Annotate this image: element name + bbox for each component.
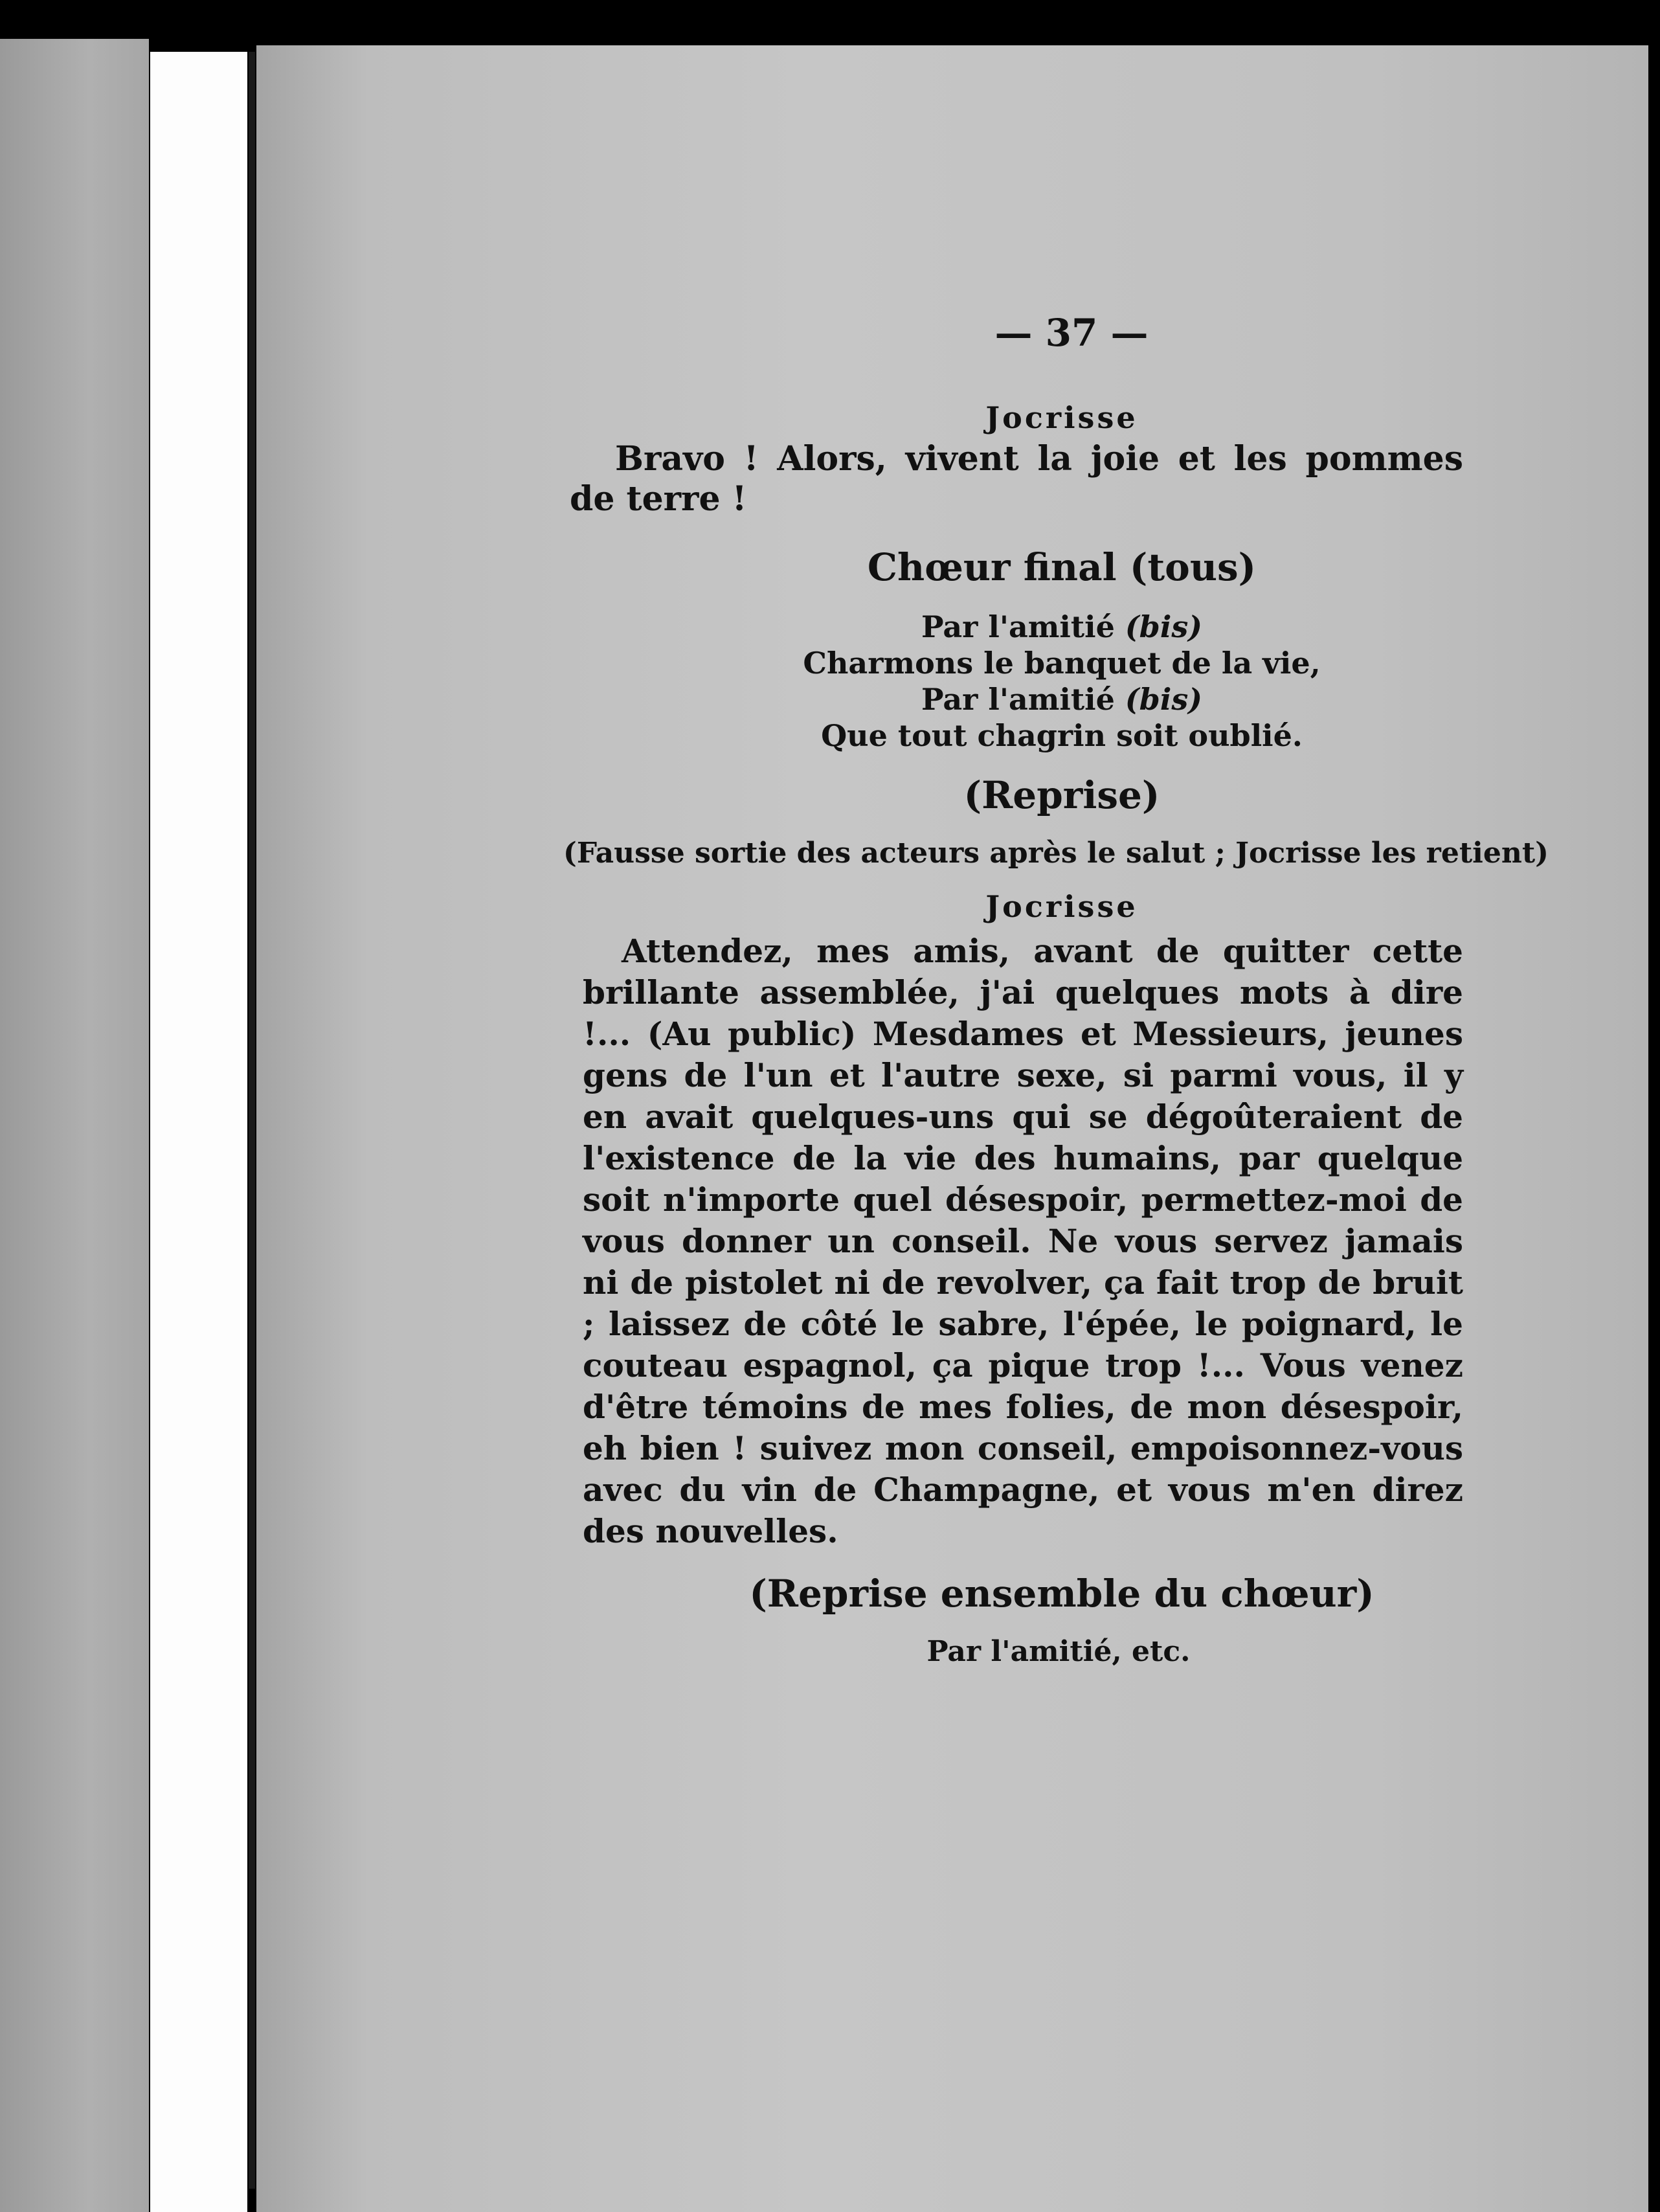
verse-note: (bis) (1125, 609, 1202, 644)
verse-note: (bis) (1125, 682, 1202, 717)
speaker-name: Jocrisse (985, 889, 1138, 924)
reprise-heading: (Reprise) (963, 773, 1160, 817)
page-text (563, 311, 1549, 1668)
verse-block (583, 609, 1463, 754)
speaker-name: Jocrisse (985, 400, 1138, 435)
closing-direction: (Reprise ensemble du chœur) (749, 1572, 1374, 1616)
facing-page-edge (0, 39, 149, 2212)
chorus-title: Chœur final (tous) (867, 545, 1257, 589)
verse-line: Charmons le banquet de la vie, (803, 646, 1321, 681)
speech-text: Bravo ! Alors, vivent la joie et les pommes de terre ! (570, 439, 1463, 519)
gutter-line (249, 52, 255, 2189)
verse-line: Par l'amitié (bis) (921, 609, 1202, 644)
stage-direction: (Fausse sortie des acteurs après le salut ; Jocrisse les retient) (563, 837, 1549, 870)
verse-line: Par l'amitié (bis) (921, 682, 1202, 717)
binding-strip (150, 52, 247, 2212)
verse-line: Que tout chagrin soit oublié. (821, 718, 1303, 753)
closing-line: Par l'amitié, etc. (926, 1635, 1191, 1668)
page-number: — 37 — (994, 311, 1149, 355)
monologue-text: Attendez, mes amis, avant de quitter cette brillante assemblée, j'ai quelques mots à dire !... (Au public) Mesdames et Messieurs, jeunes gens de l'un et l'autre sexe, si parmi vous, il y en avait quelques-uns qui se dégoûteraient de l'existence de la vie des humains, par quelque soit n'importe quel désespoir, permettez-moi de vous donner un conseil. Ne vous servez jamais ni de pistolet ni de revolver, ça fait trop de bruit ; laissez de côté le sabre, l'épée, le poignard, le couteau espagnol, ça pique trop !... Vous venez d'être témoins de mes folies, de mon désespoir, eh bien ! suivez mon conseil, empoisonnez-vous avec du vin de Champagne, et vous m'en direz des nouvelles. (583, 932, 1463, 1550)
